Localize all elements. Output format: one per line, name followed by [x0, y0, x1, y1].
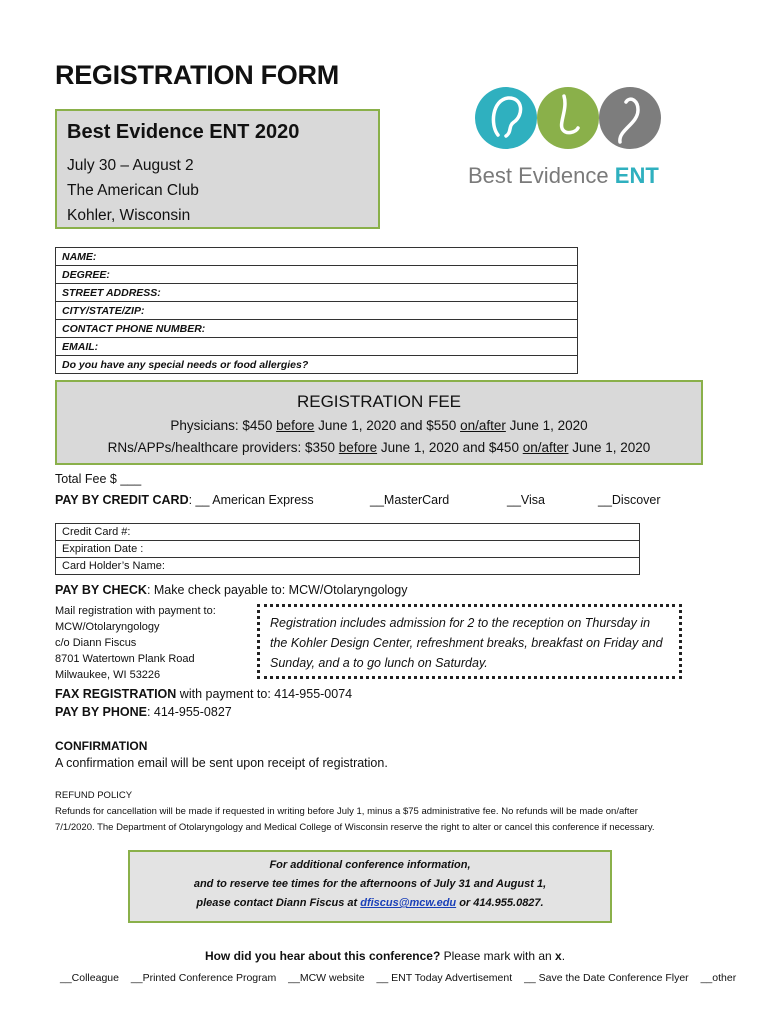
option-ent-today-ad[interactable]: __ ENT Today Advertisement: [376, 972, 513, 984]
best-evidence-ent-logo: [468, 80, 683, 195]
card-holder-name-field[interactable]: Card Holder’s Name:: [56, 558, 640, 575]
credit-card-table: [55, 523, 640, 575]
confirmation-heading: CONFIRMATION: [55, 739, 148, 753]
reception-note-box: [257, 604, 682, 679]
mail-line-5: Milwaukee, WI 53226: [55, 669, 161, 681]
expiration-date-field[interactable]: Expiration Date :: [56, 541, 640, 558]
credit-card-number-field[interactable]: Credit Card #:: [56, 524, 640, 541]
name-field[interactable]: NAME:: [56, 248, 578, 266]
refund-line-2: 7/1/2020. The Department of Otolaryngology and Medical College of Wisconsin reserve the right to alter or cancel this conference if necessary.: [55, 822, 655, 833]
reception-note-line-1: Registration includes admission for 2 to the reception on Thursday in: [270, 616, 651, 630]
special-needs-field[interactable]: Do you have any special needs or food allergies?: [56, 356, 578, 374]
pay-by-phone: PAY BY PHONE: 414-955-0827: [55, 705, 232, 719]
contact-phone-field[interactable]: CONTACT PHONE NUMBER:: [56, 320, 578, 338]
mastercard-option[interactable]: __MasterCard: [370, 493, 450, 507]
discover-option[interactable]: __Discover: [598, 493, 661, 507]
contact-line-2: and to reserve tee times for the afternoons of July 31 and August 1,: [193, 878, 547, 890]
registrant-info-table: [55, 247, 578, 374]
fee-physicians: Physicians: $450 before June 1, 2020 and $550 on/after June 1, 2020: [170, 418, 588, 433]
survey-options: [60, 972, 745, 984]
option-printed-program[interactable]: __Printed Conference Program: [130, 972, 277, 984]
city-state-zip-field[interactable]: CITY/STATE/ZIP:: [56, 302, 578, 320]
reception-note-line-2: the Kohler Design Center, refreshment breaks, breakfast on Friday and: [270, 636, 663, 650]
fee-heading: REGISTRATION FEE: [296, 392, 462, 411]
visa-option[interactable]: __Visa: [507, 493, 545, 507]
option-mcw-website[interactable]: __MCW website: [288, 972, 365, 984]
option-other[interactable]: __other: [700, 972, 737, 984]
option-colleague[interactable]: __Colleague: [60, 972, 119, 984]
survey-question: How did you hear about this conference? Please mark with an x.: [204, 949, 566, 963]
event-city: Kohler, Wisconsin: [67, 207, 191, 224]
mail-line-3: c/o Diann Fiscus: [55, 637, 137, 649]
contact-line-1: For additional conference information,: [269, 859, 471, 871]
event-info-box: [55, 109, 380, 229]
form-title: REGISTRATION FORM: [55, 60, 339, 90]
mail-line-2: MCW/Otolaryngology: [55, 621, 160, 633]
ear-nose-throat-icon: [468, 80, 683, 160]
mail-line-4: 8701 Watertown Plank Road: [55, 653, 195, 665]
street-address-field[interactable]: STREET ADDRESS:: [56, 284, 578, 302]
pay-by-check: PAY BY CHECK: Make check payable to: MCW/Otolaryngology: [55, 583, 408, 597]
contact-line-3: please contact Diann Fiscus at dfiscus@mcw.edu or 414.955.0827.: [196, 897, 544, 909]
registration-fee-box: [55, 380, 703, 465]
fee-rns-apps: RNs/APPs/healthcare providers: $350 before June 1, 2020 and $450 on/after June 1, 2020: [107, 440, 651, 455]
degree-field[interactable]: DEGREE:: [56, 266, 578, 284]
event-dates: July 30 – August 2: [67, 157, 194, 174]
event-venue: The American Club: [67, 182, 199, 199]
email-field[interactable]: EMAIL:: [56, 338, 578, 356]
total-fee[interactable]: Total Fee $ ___: [55, 472, 142, 486]
contact-info-box: [128, 850, 612, 923]
refund-line-1: Refunds for cancellation will be made if requested in writing before July 1, minus a $75 administrative fee. No refunds will be made on/after: [55, 806, 638, 817]
mail-line-1: Mail registration with payment to:: [55, 605, 216, 617]
fax-registration: FAX REGISTRATION with payment to: 414-955-0074: [55, 687, 353, 701]
confirmation-text: A confirmation email will be sent upon receipt of registration.: [55, 756, 388, 770]
option-save-the-date-flyer[interactable]: __ Save the Date Conference Flyer: [524, 972, 689, 984]
event-name: Best Evidence ENT 2020: [67, 121, 300, 143]
credit-card-line: PAY BY CREDIT CARD: __ American Express: [55, 493, 314, 507]
refund-heading: REFUND POLICY: [55, 790, 133, 801]
reception-note-line-3: Sunday, and a to go lunch on Saturday.: [270, 656, 488, 670]
contact-email-link[interactable]: dfiscus@mcw.edu: [360, 897, 457, 909]
logo-wordmark: Best Evidence ENT: [468, 163, 659, 188]
